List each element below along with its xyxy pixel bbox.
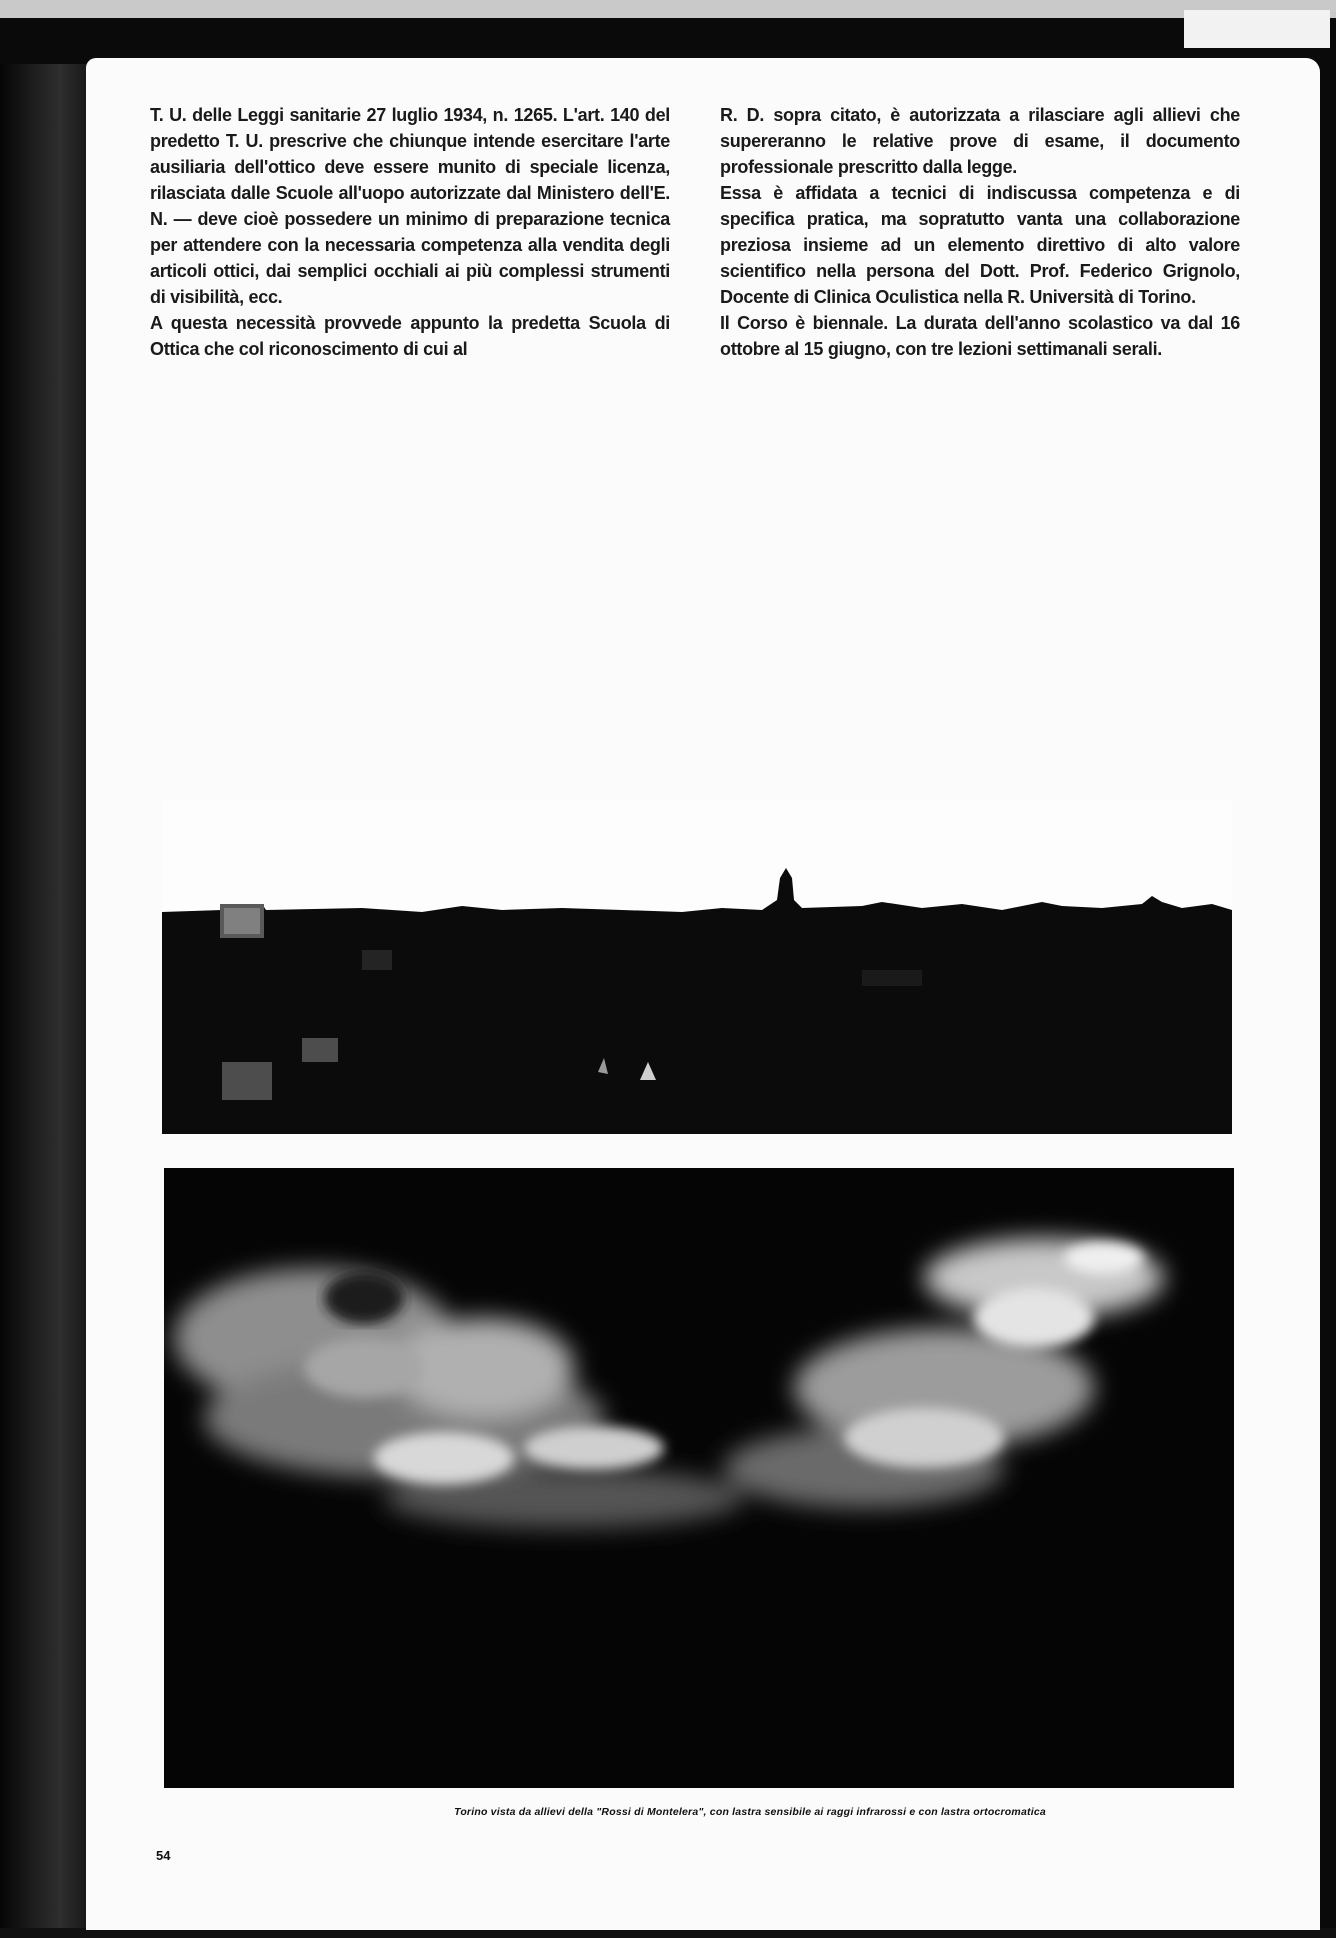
scan-paper-tab [1184,10,1330,48]
page-number: 54 [156,1848,171,1863]
clouds-image [164,1168,1234,1788]
paragraph: A questa necessità provvede appunto la predetta Scuola di Ottica che col riconoscimento di cui al [150,313,670,359]
paragraph: Il Corso è biennale. La durata dell'anno scolastico va dal 16 ottobre al 15 giugno, con tre lezioni settimanali serali. [720,313,1240,359]
text-column-right [720,102,1240,362]
scan-top-border [0,0,1336,64]
skyline-image [162,800,1232,1134]
paragraph: Essa è affidata a tecnici di indiscussa competenza e di specifica pratica, ma sopratutto vanta una collaborazione preziosa insieme ad un elemento direttivo di alto valore scientifico nella persona del Dott. Prof. Federico Grignolo, Docente di Clinica Oculistica nella R. Università di Torino. [720,183,1240,307]
text-column-left [150,102,670,362]
clouds-photo [164,1168,1234,1788]
paragraph: R. D. sopra citato, è autorizzata a rilasciare agli allievi che supereranno le relative prove di esame, il documento professionale prescritto dalla legge. [720,105,1240,177]
scan-right-border [1318,60,1336,1938]
skyline-photo [162,800,1232,1134]
paragraph: T. U. delle Leggi sanitarie 27 luglio 1934, n. 1265. L'art. 140 del predetto T. U. prescrive che chiunque intende esercitare l'arte ausiliaria dell'ottico deve essere munito di speciale licenza, rilasciata dalle Scuole all'uopo autorizzate dal Ministero dell'E. N. — deve cioè possedere un minimo di preparazione tecnica per attendere con la necessaria competenza alla vendita degli articoli ottici, dai semplici occhiali ai più complessi strumenti di visibilità, ecc. [150,105,670,307]
photo-caption: Torino vista da allievi della "Rossi di Montelera", con lastra sensibile ai raggi infrarossi e con lastra ortocromatica [454,1806,1046,1818]
